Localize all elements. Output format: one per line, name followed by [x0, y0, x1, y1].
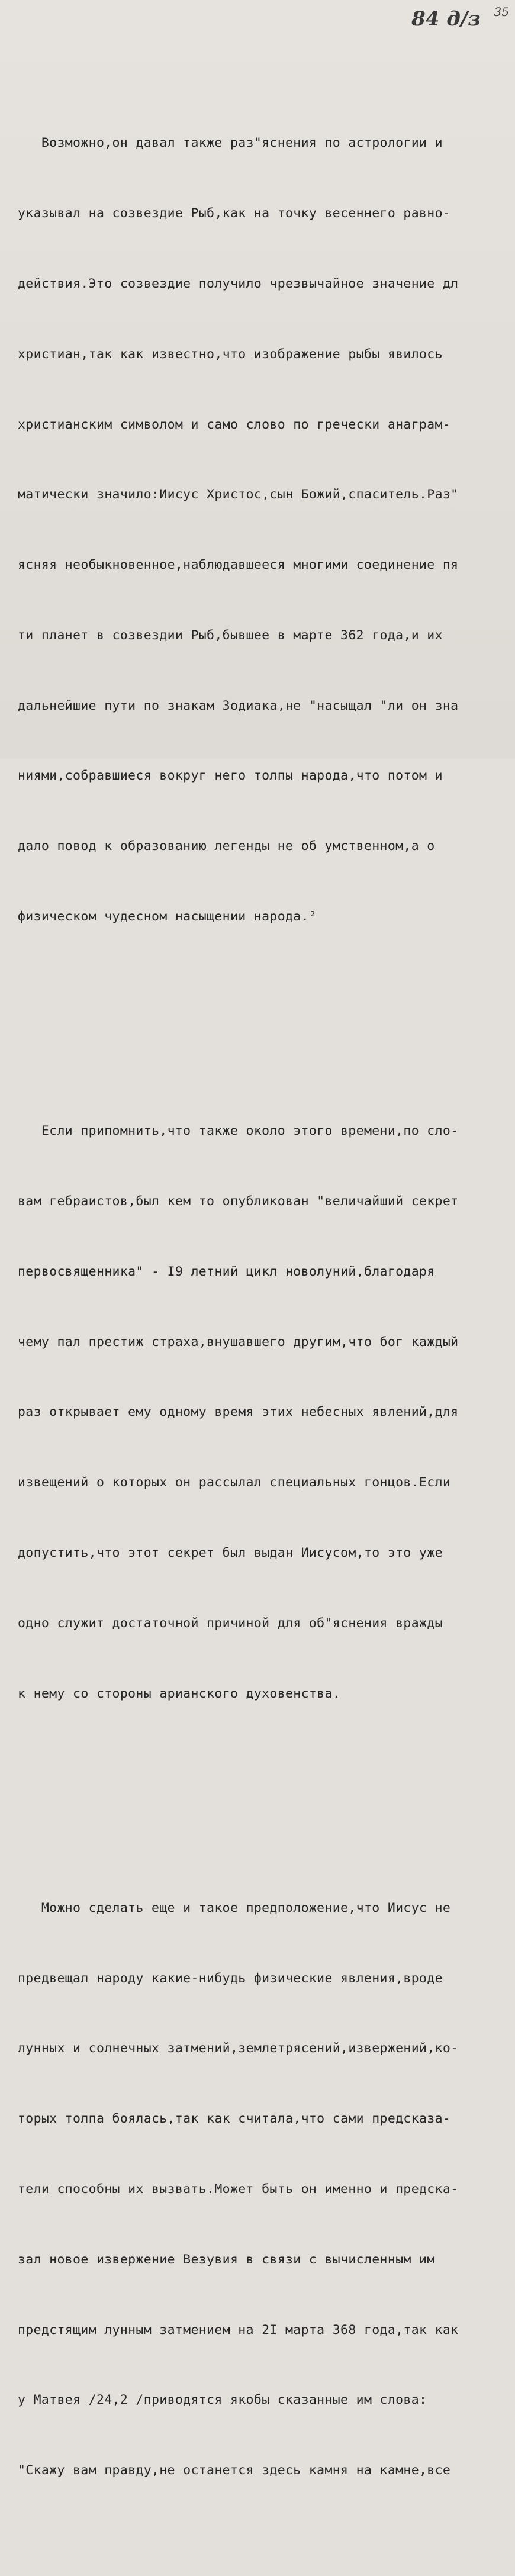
- text-line: "Скажу вам правду,не останется здесь камня на камне,все: [18, 2463, 451, 2478]
- paragraph-1: [18, 85, 515, 975]
- text-line: дало повод к образованию легенды не об умственном,а о: [18, 839, 435, 854]
- text-line: допустить,что этот секрет был выдан Иисусом,то это уже: [18, 1545, 443, 1560]
- paragraph-3: [18, 1850, 515, 2529]
- text-line: раз открывает ему одному время этих небесных явлений,для: [18, 1405, 459, 1420]
- text-line: одно служит достаточной причиной для об"яснения вражды: [18, 1615, 443, 1631]
- text-line: тели способны их вызвать.Может быть он именно и предска-: [18, 2182, 459, 2197]
- text-line: христианским символом и само слово по гречески анаграм-: [18, 417, 451, 432]
- text-line: вам гебраистов,был кем то опубликован "величайший секрет: [18, 1194, 459, 1209]
- text-line: предстящим лунным затмением на 2I марта 368 года,так как: [18, 2322, 459, 2337]
- text-line: извещений о которых он рассылал специальных гонцов.Если: [18, 1475, 451, 1490]
- text-line: Можно сделать еще и такое предположение,что Иисус не: [18, 1900, 451, 1915]
- page-number: 35: [494, 5, 509, 19]
- text-line: чему пал престиж страха,внушавшего другим,что бог каждый: [18, 1334, 459, 1350]
- text-line: Если припомнить,что также около этого времени,по сло-: [18, 1123, 459, 1139]
- text-line: ниями,собравшиеся вокруг него толпы народа,что потом и: [18, 768, 443, 784]
- text-line: действия.Это созвездие получило чрезвычайное значение дл: [18, 276, 459, 291]
- text-line: предвещал народу какие-нибудь физические явления,вроде: [18, 1970, 443, 1986]
- text-line: физическом чудесном насыщении народа.²: [18, 909, 317, 924]
- text-line: к нему со стороны арианского духовенства.: [18, 1686, 341, 1701]
- archive-reference: 84 д/з: [411, 7, 481, 31]
- text-line: христиан,так как известно,что изображение рыбы явилось: [18, 346, 443, 362]
- text-line: ти планет в созвездии Рыб,бывшее в марте 362 года,и их: [18, 627, 443, 643]
- text-line: зал новое извержение Везувия в связи с вычисленным им: [18, 2252, 435, 2267]
- text-line: ясняя необыкновенное,наблюдавшееся многими соединение пя: [18, 558, 459, 573]
- text-line: Возможно,он давал также раз"яснения по астрологии и: [18, 136, 443, 151]
- typewritten-text: [18, 38, 515, 2576]
- text-line: дальнейшие пути по знакам Зодиака,не "насыщал "ли он зна: [18, 698, 459, 713]
- text-line: матически значило:Иисус Христос,сын Божий,спаситель.Раз": [18, 487, 459, 503]
- text-line: лунных и солнечных затмений,землетрясений,извержений,ко-: [18, 2041, 459, 2056]
- paragraph-2: [18, 1073, 515, 1752]
- text-line: первосвященника" - I9 летний цикл новолуний,благодаря: [18, 1264, 435, 1279]
- text-line: указывал на созвездие Рыб,как на точку весеннего равно-: [18, 206, 451, 221]
- text-line: торых толпа боялась,так как считала,что сами предсказа-: [18, 2111, 451, 2127]
- text-line: у Матвея /24,2 /приводятся якобы сказанные им слова:: [18, 2393, 427, 2408]
